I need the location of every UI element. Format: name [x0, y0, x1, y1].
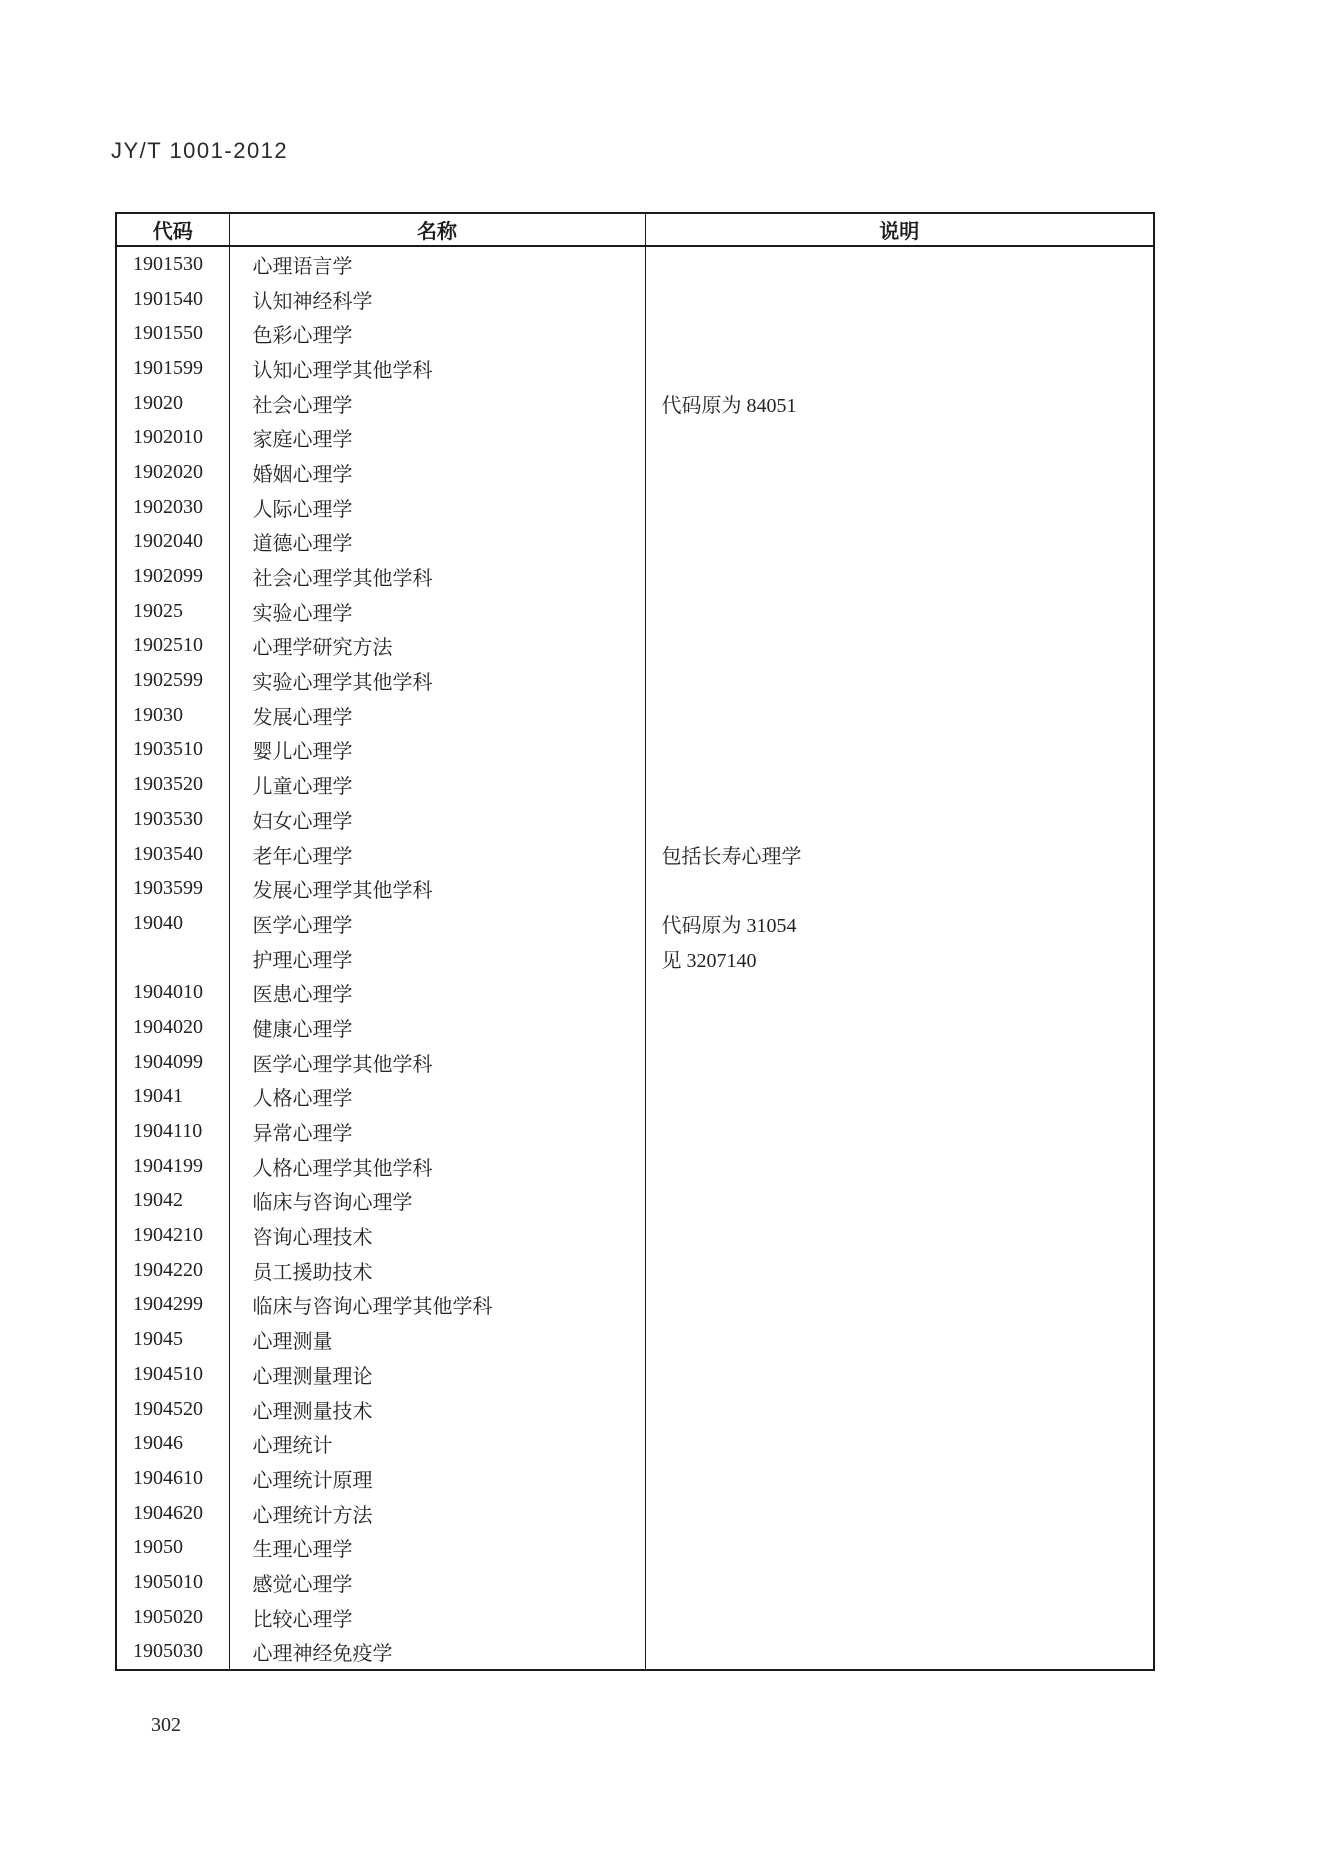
code-cell: 19030	[133, 703, 183, 726]
name-cell: 医学心理学	[229, 906, 645, 941]
table-row	[116, 1045, 1154, 1080]
note-cell	[645, 1496, 1154, 1531]
code-cell: 1904199	[133, 1154, 203, 1177]
table-row	[116, 246, 1154, 282]
code-cell: 1902040	[133, 530, 203, 553]
table-row	[116, 1565, 1154, 1600]
name-cell: 咨询心理技术	[229, 1218, 645, 1253]
table-row	[116, 1010, 1154, 1045]
note-cell	[645, 351, 1154, 386]
standard-number: JY/T 1001-2012	[111, 138, 289, 163]
table-row	[116, 1218, 1154, 1253]
name-cell: 心理神经免疫学	[229, 1635, 645, 1671]
table-row	[116, 420, 1154, 455]
name-cell: 家庭心理学	[229, 420, 645, 455]
table-row	[116, 525, 1154, 560]
name-cell: 发展心理学其他学科	[229, 871, 645, 906]
name-cell: 医患心理学	[229, 975, 645, 1010]
note-cell	[645, 246, 1154, 282]
code-cell: 1902020	[133, 460, 203, 483]
code-cell: 1902010	[133, 426, 203, 449]
code-cell	[116, 941, 229, 976]
table-row	[116, 386, 1154, 421]
table-row	[116, 1184, 1154, 1219]
column-header-description: 说明	[645, 213, 1154, 246]
code-cell: 1901540	[133, 287, 203, 310]
name-cell: 认知神经科学	[229, 282, 645, 317]
code-cell: 1902599	[133, 669, 203, 692]
code-cell: 1903599	[133, 877, 203, 900]
note-cell	[645, 1635, 1154, 1671]
code-cell: 1904520	[133, 1397, 203, 1420]
name-cell: 感觉心理学	[229, 1565, 645, 1600]
note-cell	[645, 1253, 1154, 1288]
note-cell	[645, 490, 1154, 525]
code-cell: 19046	[133, 1432, 183, 1455]
note-cell	[645, 1600, 1154, 1635]
column-header-name: 名称	[229, 213, 645, 246]
table-row	[116, 455, 1154, 490]
code-cell: 1904610	[133, 1466, 203, 1489]
code-cell: 1903520	[133, 773, 203, 796]
note-cell	[645, 594, 1154, 629]
note-cell	[645, 525, 1154, 560]
note-cell: 代码原为 31054	[645, 906, 1154, 941]
table-row	[116, 1461, 1154, 1496]
note-cell	[645, 1114, 1154, 1149]
note-cell	[645, 1392, 1154, 1427]
note-cell	[645, 1530, 1154, 1565]
note-cell: 包括长寿心理学	[645, 837, 1154, 872]
note-cell	[645, 420, 1154, 455]
name-cell: 儿童心理学	[229, 767, 645, 802]
code-cell: 1904010	[133, 981, 203, 1004]
note-cell	[645, 629, 1154, 664]
note-cell	[645, 1045, 1154, 1080]
note-cell	[645, 316, 1154, 351]
note-cell	[645, 1149, 1154, 1184]
table-row	[116, 1322, 1154, 1357]
code-cell: 19042	[133, 1189, 183, 1212]
table-row	[116, 663, 1154, 698]
table-row	[116, 767, 1154, 802]
table-row	[116, 1392, 1154, 1427]
code-cell: 1904210	[133, 1224, 203, 1247]
name-cell: 心理学研究方法	[229, 629, 645, 664]
table-row	[116, 975, 1154, 1010]
name-cell: 生理心理学	[229, 1530, 645, 1565]
table-row	[116, 1635, 1154, 1671]
note-cell	[645, 1010, 1154, 1045]
code-cell: 1905020	[133, 1605, 203, 1628]
code-cell: 19020	[133, 391, 183, 414]
note-cell	[645, 663, 1154, 698]
note-cell	[645, 1461, 1154, 1496]
note-cell	[645, 871, 1154, 906]
code-cell: 1901599	[133, 356, 203, 379]
table-row	[116, 316, 1154, 351]
name-cell: 道德心理学	[229, 525, 645, 560]
name-cell: 心理统计方法	[229, 1496, 645, 1531]
table-row	[116, 1357, 1154, 1392]
note-cell	[645, 1565, 1154, 1600]
note-cell	[645, 1357, 1154, 1392]
note-cell	[645, 1288, 1154, 1323]
table-row	[116, 1080, 1154, 1115]
code-cell: 1905010	[133, 1570, 203, 1593]
name-cell: 心理统计原理	[229, 1461, 645, 1496]
note-cell	[645, 455, 1154, 490]
name-cell: 临床与咨询心理学	[229, 1184, 645, 1219]
name-cell: 人格心理学	[229, 1080, 645, 1115]
name-cell: 心理测量理论	[229, 1357, 645, 1392]
note-cell	[645, 1080, 1154, 1115]
code-cell: 1904510	[133, 1362, 203, 1385]
table-row	[116, 1530, 1154, 1565]
name-cell: 临床与咨询心理学其他学科	[229, 1288, 645, 1323]
code-cell: 1903540	[133, 842, 203, 865]
note-cell	[645, 698, 1154, 733]
code-cell: 1902099	[133, 565, 203, 588]
code-cell: 1904620	[133, 1501, 203, 1524]
table-row	[116, 1600, 1154, 1635]
code-cell: 1904110	[133, 1120, 203, 1143]
note-cell	[645, 1218, 1154, 1253]
table-body	[116, 246, 1154, 1670]
name-cell: 认知心理学其他学科	[229, 351, 645, 386]
name-cell: 婴儿心理学	[229, 733, 645, 768]
note-cell	[645, 733, 1154, 768]
table-row	[116, 802, 1154, 837]
name-cell: 健康心理学	[229, 1010, 645, 1045]
code-cell: 19050	[133, 1536, 183, 1559]
classification-table	[115, 212, 1155, 1671]
name-cell: 心理统计	[229, 1426, 645, 1461]
name-cell: 心理测量	[229, 1322, 645, 1357]
code-cell: 1904020	[133, 1015, 203, 1038]
name-cell: 异常心理学	[229, 1114, 645, 1149]
name-cell: 社会心理学其他学科	[229, 559, 645, 594]
column-header-code: 代码	[116, 213, 229, 246]
table-row	[116, 733, 1154, 768]
note-cell: 见 3207140	[645, 941, 1154, 976]
name-cell: 医学心理学其他学科	[229, 1045, 645, 1080]
table-row	[116, 1288, 1154, 1323]
note-cell	[645, 1322, 1154, 1357]
name-cell: 婚姻心理学	[229, 455, 645, 490]
code-cell: 19041	[133, 1085, 183, 1108]
table-row	[116, 1253, 1154, 1288]
note-cell	[645, 282, 1154, 317]
table-row	[116, 629, 1154, 664]
code-cell: 1904220	[133, 1258, 203, 1281]
name-cell: 色彩心理学	[229, 316, 645, 351]
note-cell	[645, 802, 1154, 837]
code-cell: 1905030	[133, 1640, 203, 1663]
name-cell: 老年心理学	[229, 837, 645, 872]
note-cell	[645, 559, 1154, 594]
table-row	[116, 351, 1154, 386]
code-cell: 19045	[133, 1328, 183, 1351]
table-row	[116, 282, 1154, 317]
header-row	[116, 213, 1154, 246]
name-cell: 护理心理学	[229, 941, 645, 976]
note-cell	[645, 975, 1154, 1010]
table-row	[116, 698, 1154, 733]
note-cell: 代码原为 84051	[645, 386, 1154, 421]
name-cell: 发展心理学	[229, 698, 645, 733]
note-cell	[645, 1426, 1154, 1461]
code-cell: 1901530	[133, 252, 203, 275]
code-cell: 1901550	[133, 322, 203, 345]
table-row	[116, 594, 1154, 629]
note-cell	[645, 1184, 1154, 1219]
table-row	[116, 837, 1154, 872]
table-header	[116, 213, 1154, 246]
name-cell: 妇女心理学	[229, 802, 645, 837]
code-cell: 1904099	[133, 1050, 203, 1073]
page-number: 302	[151, 1714, 181, 1736]
code-cell: 1904299	[133, 1293, 203, 1316]
name-cell: 人格心理学其他学科	[229, 1149, 645, 1184]
name-cell: 实验心理学	[229, 594, 645, 629]
name-cell: 人际心理学	[229, 490, 645, 525]
table-row	[116, 559, 1154, 594]
table-row	[116, 1114, 1154, 1149]
name-cell: 心理测量技术	[229, 1392, 645, 1427]
code-cell: 1903510	[133, 738, 203, 761]
table-row	[116, 1496, 1154, 1531]
name-cell: 比较心理学	[229, 1600, 645, 1635]
name-cell: 社会心理学	[229, 386, 645, 421]
table-row	[116, 906, 1154, 941]
code-cell: 1902510	[133, 634, 203, 657]
name-cell: 员工援助技术	[229, 1253, 645, 1288]
table-row	[116, 871, 1154, 906]
table-row	[116, 490, 1154, 525]
table-row	[116, 1149, 1154, 1184]
note-cell	[645, 767, 1154, 802]
name-cell: 实验心理学其他学科	[229, 663, 645, 698]
code-cell: 19040	[133, 911, 183, 934]
name-cell: 心理语言学	[229, 246, 645, 282]
code-cell: 1902030	[133, 495, 203, 518]
table-row	[116, 941, 1154, 976]
code-cell: 19025	[133, 599, 183, 622]
table-row	[116, 1426, 1154, 1461]
code-cell: 1903530	[133, 807, 203, 830]
